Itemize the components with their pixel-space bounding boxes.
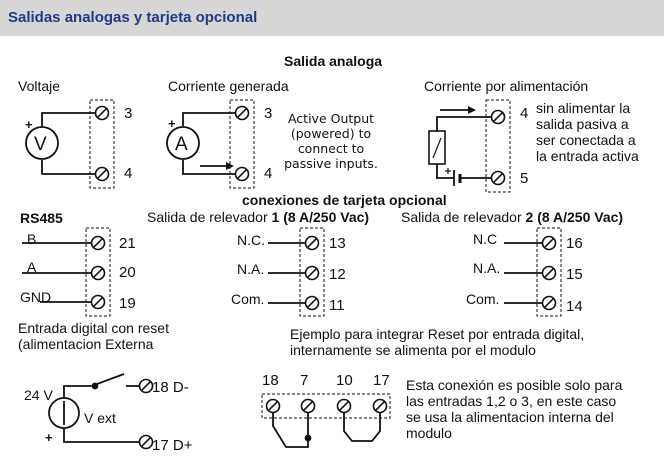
screw-icon: [96, 107, 109, 120]
reset-terminal-17: 17: [373, 372, 390, 389]
digital-wire-bottom: [64, 428, 142, 442]
optional-section-title: conexiones de tarjeta opcional: [242, 192, 447, 208]
analog-section-title: Salida analoga: [284, 53, 383, 69]
screw-icon: [306, 267, 319, 280]
voltmeter-circle: [26, 127, 58, 159]
screw-icon: [338, 400, 351, 413]
relay1-terminal-11: 11: [329, 297, 345, 314]
voltage-wire-bottom: [42, 160, 96, 174]
screw-icon: [543, 237, 556, 250]
current-terminal-4: 4: [264, 165, 273, 182]
note-line: modulo: [406, 425, 452, 441]
relay2-label-nc: N.C: [473, 231, 498, 247]
screw-icon: [492, 172, 505, 185]
ammeter-circle: [167, 127, 199, 159]
relay2-terminal-15: 15: [566, 266, 583, 283]
title-line: (alimentacion Externa: [18, 336, 154, 352]
relay2-label-na: N.A.: [473, 260, 501, 276]
relay1-terminal-13: 13: [329, 235, 346, 252]
current-supply-label: Corriente por alimentación: [424, 78, 589, 94]
page-title: Salidas analogas y tarjeta opcional: [8, 9, 258, 26]
vext-label: V ext: [84, 410, 116, 426]
screw-icon: [302, 400, 315, 413]
voltmeter-symbol: V: [34, 134, 47, 155]
note-line: ser conectada a: [536, 132, 636, 148]
digital-plus-sign: +: [45, 430, 53, 445]
relay1-label-na: N.A.: [237, 261, 265, 277]
screw-icon: [140, 380, 153, 393]
note-line: connect to: [297, 141, 365, 156]
voltage-terminal-4: 4: [124, 165, 133, 182]
note-line: Esta conexión es posible solo para: [406, 377, 623, 393]
voltage-plus-sign: +: [25, 117, 33, 132]
digital-voltage-label: 24 V: [24, 387, 53, 403]
title-line: Entrada digital con reset: [18, 320, 169, 336]
screw-icon: [306, 297, 319, 310]
screw-icon: [543, 267, 556, 280]
screw-icon: [236, 168, 249, 181]
digital-wire-top: [64, 386, 95, 398]
terminal-num: 18: [152, 379, 169, 396]
supply-terminal-4: 4: [520, 105, 529, 122]
ammeter-symbol: A: [175, 134, 188, 155]
terminal-name: D+: [172, 437, 193, 454]
voltage-wire-top: [42, 113, 96, 126]
rs485-terminal-21: 21: [119, 235, 136, 252]
note-line: se usa la alimentacion interna del: [406, 409, 614, 425]
rs485-label-gnd: GND: [20, 289, 52, 305]
screw-icon: [92, 237, 105, 250]
reset-terminal-block: [262, 394, 390, 418]
note-line: passive inputs.: [284, 156, 378, 171]
screw-icon: [306, 237, 319, 250]
screw-icon: [236, 107, 249, 120]
rs485-title: RS485: [20, 210, 63, 226]
note-line: (powered) to: [290, 126, 372, 141]
terminal-name: D-: [172, 379, 189, 396]
rs485-terminal-20: 20: [119, 264, 136, 281]
reset-terminal-7: 7: [300, 372, 309, 389]
relay1-label-nc: N.C.: [237, 232, 265, 248]
terminal-num: 17: [152, 437, 169, 454]
note-line: la entrada activa: [536, 148, 639, 164]
rs485-terminal-19: 19: [119, 295, 136, 312]
note-line: salida pasiva a: [536, 116, 629, 132]
screw-icon: [267, 400, 280, 413]
relay1-label-com: Com.: [231, 291, 265, 307]
switch-icon: [97, 374, 124, 384]
screw-icon: [92, 267, 105, 280]
current-wire-top: [183, 113, 236, 126]
relay2-terminal-16: 16: [566, 235, 583, 252]
relay2-title-num: 2 (8 A/250 Vac): [525, 209, 624, 225]
relay1-terminal-12: 12: [329, 266, 346, 283]
title-line: internamente se alimenta por el modulo: [290, 342, 536, 358]
rs485-label-b: B: [27, 231, 37, 247]
title-line: Ejemplo para integrar Reset por entrada digital,: [290, 326, 585, 342]
reset-jumper-wire: [344, 413, 380, 441]
screw-icon: [96, 168, 109, 181]
screw-icon: [492, 111, 505, 124]
supply-wire-top: [437, 117, 492, 131]
current-terminal-3: 3: [264, 105, 273, 122]
voltage-label: Voltaje: [18, 78, 61, 94]
current-generated-label: Corriente generada: [168, 78, 289, 94]
voltage-terminal-3: 3: [124, 105, 133, 122]
relay1-title-prefix: Salida de relevador: [147, 209, 268, 225]
reset-terminal-10: 10: [336, 372, 353, 389]
note-line: Active Output: [287, 111, 375, 126]
screw-icon: [374, 400, 387, 413]
rs485-label-a: A: [27, 259, 37, 275]
screw-icon: [140, 436, 153, 449]
current-plus-sign: +: [168, 116, 176, 131]
note-line: las entradas 1,2 o 3, en este caso: [406, 393, 617, 409]
relay2-title-prefix: Salida de relevador: [401, 209, 522, 225]
note-line: sin alimentar la: [536, 100, 631, 116]
screw-icon: [92, 296, 105, 309]
relay2-terminal-14: 14: [566, 298, 583, 315]
screw-icon: [543, 297, 556, 310]
relay2-label-com: Com.: [466, 291, 500, 307]
supply-terminal-5: 5: [520, 170, 529, 187]
reset-terminal-18: 18: [262, 372, 279, 389]
relay1-title-num: 1 (8 A/250 Vac): [271, 209, 370, 225]
